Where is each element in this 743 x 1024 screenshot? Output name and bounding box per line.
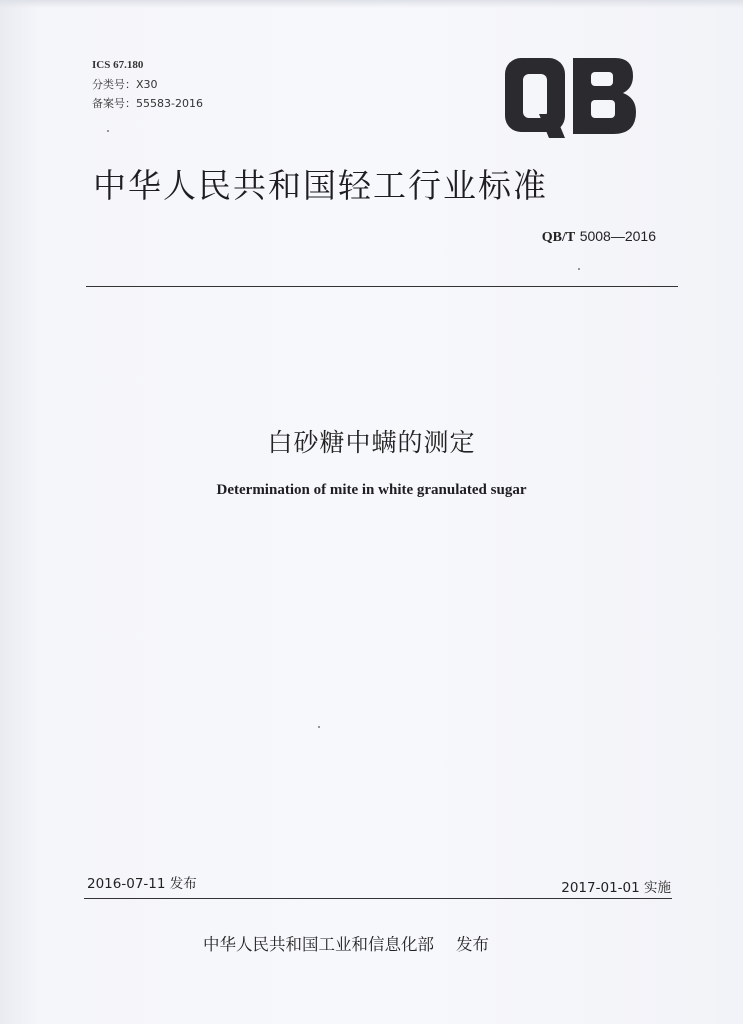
organization-title: 中华人民共和国轻工行业标准 — [93, 166, 548, 205]
ics-code: ICS 67.180 — [92, 59, 144, 71]
title-chinese: 白砂糖中螨的测定 — [267, 428, 476, 457]
publisher-suffix: 发布 — [456, 935, 489, 954]
footer-divider — [84, 898, 672, 899]
standard-code: 5008—2016 — [579, 228, 656, 244]
issue-date: 2016-07-11 发布 — [87, 876, 197, 892]
header-divider — [86, 286, 678, 287]
qb-standard-logo — [503, 52, 638, 142]
implementation-date: 2017-01-01 实施 — [561, 880, 671, 896]
standard-number — [542, 228, 656, 246]
qb-logo-b-letter — [573, 58, 636, 134]
scan-speck — [578, 268, 580, 270]
scan-speck — [107, 130, 109, 132]
standard-metadata — [92, 56, 203, 113]
publisher-line — [203, 931, 489, 955]
publisher-name: 中华人民共和国工业和信息化部 — [203, 935, 434, 954]
classification-number: 分类号：X30 — [92, 78, 158, 91]
record-number: 备案号：55583-2016 — [92, 97, 203, 110]
qb-logo-q-letter — [505, 58, 565, 138]
title-english: Determination of mite in white granulated sugar — [216, 482, 527, 498]
scan-speck — [318, 726, 320, 728]
scan-edge-shadow — [0, 0, 743, 8]
standard-prefix: QB/T — [541, 230, 576, 245]
